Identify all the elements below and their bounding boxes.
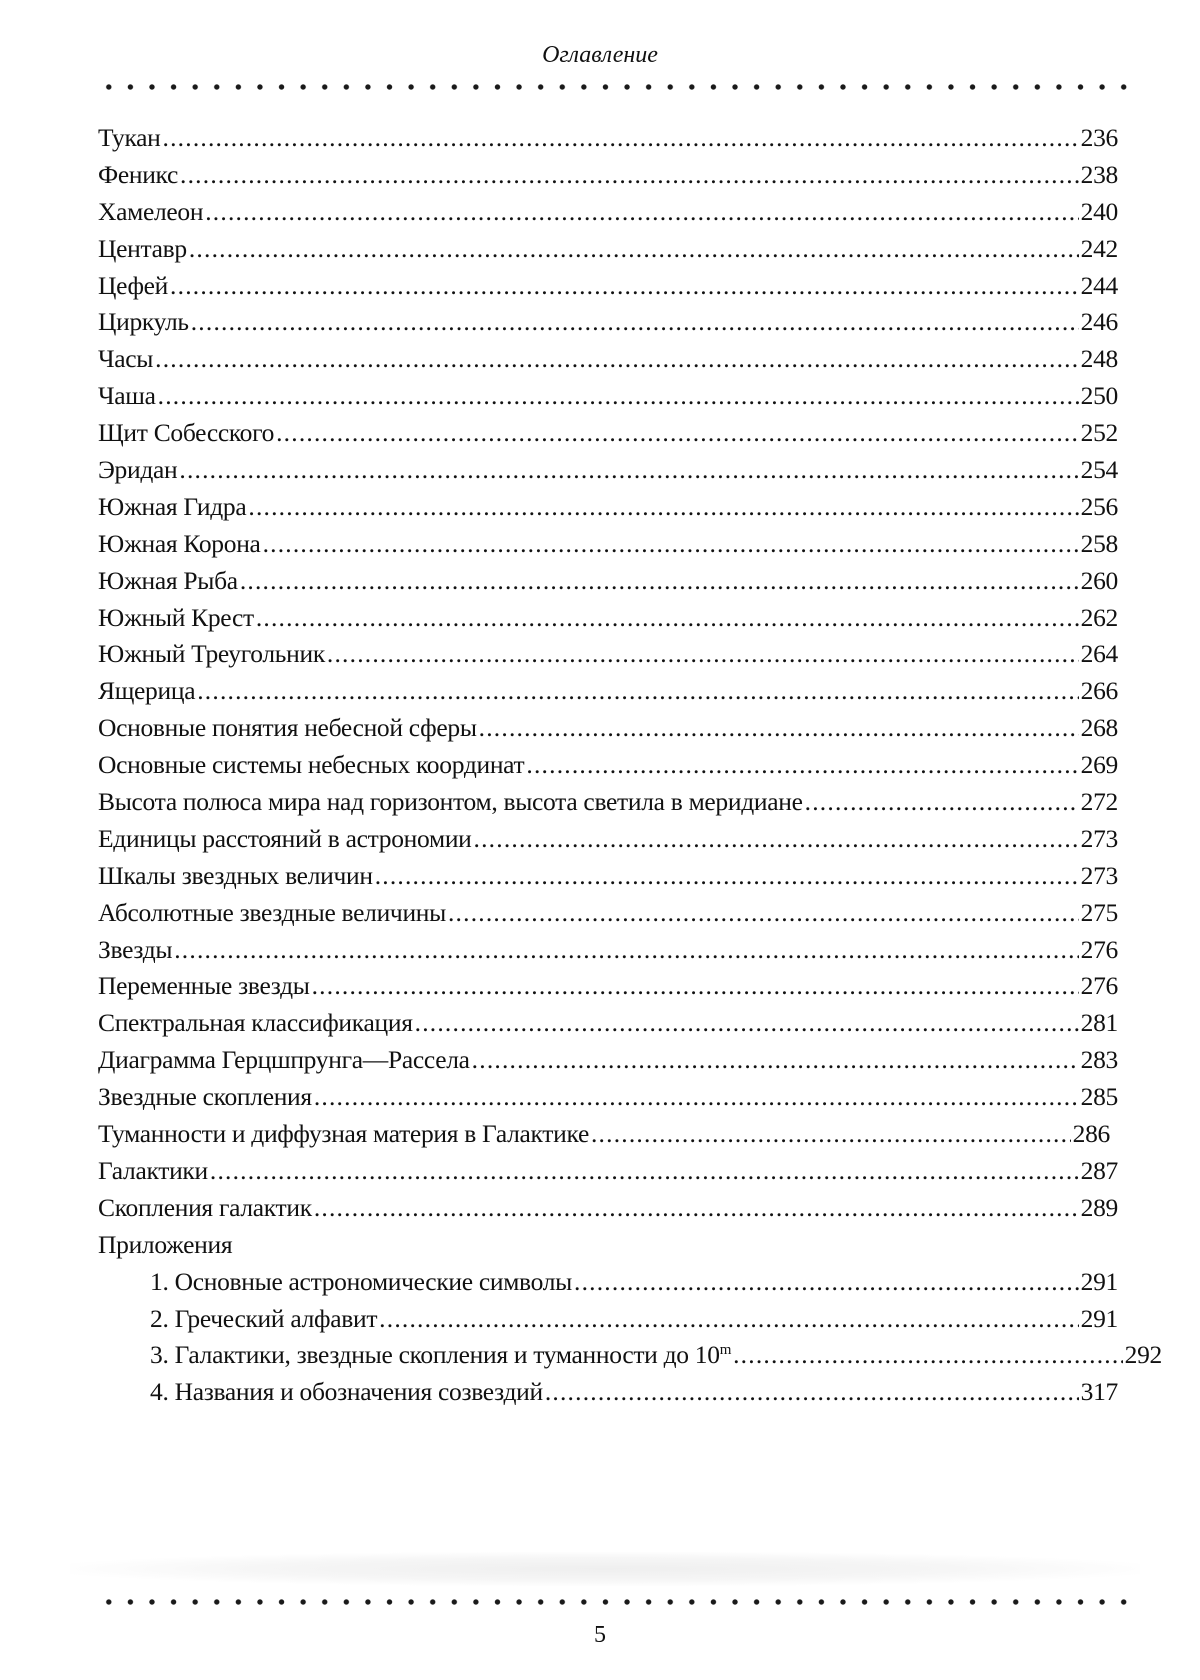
dot-leader xyxy=(526,747,1078,784)
dot-leader xyxy=(158,378,1079,415)
appendix-entry-page: 291 xyxy=(1080,1303,1118,1333)
entry-page: 262 xyxy=(1080,602,1118,632)
entry-title: Южный Крест xyxy=(98,602,254,632)
appendix-entry-page: 317 xyxy=(1080,1377,1118,1407)
entry-title: Цефей xyxy=(98,270,169,300)
entry-page: 276 xyxy=(1080,971,1118,1001)
entry-page: 260 xyxy=(1080,565,1118,595)
toc-entry xyxy=(98,784,1118,821)
dot-leader xyxy=(327,636,1079,673)
top-dotted-rule xyxy=(98,83,1133,91)
toc-entry xyxy=(98,932,1118,969)
appendix-entry xyxy=(98,1337,1162,1374)
entry-page: 273 xyxy=(1080,860,1118,890)
dot-leader xyxy=(191,304,1079,341)
toc-entry xyxy=(98,268,1118,305)
entry-page: 275 xyxy=(1080,897,1118,927)
entry-page: 246 xyxy=(1080,307,1118,337)
dot-leader xyxy=(180,157,1079,194)
appendix-entry xyxy=(98,1301,1118,1338)
entry-title: Феникс xyxy=(98,159,179,189)
dot-leader xyxy=(240,563,1079,600)
entry-title: Чаша xyxy=(98,381,156,411)
appendix-entry-title: 2. Греческий алфавит xyxy=(150,1303,378,1333)
entry-page: 254 xyxy=(1080,455,1118,485)
dot-leader xyxy=(415,1005,1079,1042)
entry-title: Звезды xyxy=(98,934,173,964)
appendix-entry-title: 1. Основные астрономические символы xyxy=(150,1266,572,1296)
entry-page: 286 xyxy=(1072,1119,1110,1149)
dot-leader xyxy=(155,341,1078,378)
toc-entry xyxy=(98,747,1118,784)
toc-entry xyxy=(98,526,1118,563)
table-of-contents xyxy=(98,120,1162,1411)
dot-leader xyxy=(379,1301,1078,1338)
dot-leader xyxy=(733,1337,1123,1374)
entry-page: 244 xyxy=(1080,270,1118,300)
entry-page: 236 xyxy=(1080,123,1118,152)
dot-leader xyxy=(263,526,1079,563)
toc-entry xyxy=(98,341,1118,378)
entry-title: Звездные скопления xyxy=(98,1082,312,1112)
entry-page: 250 xyxy=(1080,381,1118,411)
entry-title: Южная Корона xyxy=(98,528,261,558)
entry-title: Южная Рыба xyxy=(98,565,238,595)
dot-leader xyxy=(375,858,1079,895)
dot-leader xyxy=(314,1079,1079,1116)
entry-title: Щит Собесского xyxy=(98,418,275,448)
entry-page: 238 xyxy=(1080,159,1118,189)
page-number: 5 xyxy=(594,1622,606,1648)
entry-title: Южный Треугольник xyxy=(98,639,325,669)
dot-leader xyxy=(256,600,1079,637)
dot-leader xyxy=(312,968,1079,1005)
appendix-entry-page: 292 xyxy=(1124,1340,1162,1370)
dot-leader xyxy=(163,120,1079,157)
entry-page: 283 xyxy=(1080,1045,1118,1075)
entry-title: Ящерица xyxy=(98,676,196,706)
toc-entry xyxy=(98,120,1118,157)
entry-title: Хамелеон xyxy=(98,196,204,226)
entry-page: 252 xyxy=(1080,418,1118,448)
running-head: Оглавление xyxy=(542,42,658,68)
appendix-heading xyxy=(98,1227,1118,1264)
toc-entry xyxy=(98,636,1118,673)
appendix-heading-text: Приложения xyxy=(98,1229,233,1259)
footer-scan-band xyxy=(70,1552,1140,1586)
bottom-dotted-rule xyxy=(98,1598,1133,1606)
dot-leader xyxy=(197,673,1078,710)
entry-title: Скопления галактик xyxy=(98,1192,312,1222)
magnitude-superscript: m xyxy=(719,1342,732,1359)
entry-title: Часы xyxy=(98,344,154,374)
entry-title: Галактики xyxy=(98,1155,208,1185)
entry-page: 248 xyxy=(1080,344,1118,374)
toc-entry xyxy=(98,895,1118,932)
appendix-entry-title: 3. Галактики, звездные скопления и туманности до 10 xyxy=(150,1340,720,1370)
toc-entry xyxy=(98,710,1118,747)
entry-title: Спектральная классификация xyxy=(98,1008,413,1038)
appendix-entry xyxy=(98,1374,1118,1411)
entry-title: Туманности и диффузная материя в Галактике xyxy=(98,1119,589,1149)
entry-page: 276 xyxy=(1080,934,1118,964)
dot-leader xyxy=(545,1374,1079,1411)
entry-title: Диаграмма Герцшпрунга—Рассела xyxy=(98,1045,470,1075)
entry-title: Эридан xyxy=(98,455,178,485)
entry-title: Центавр xyxy=(98,233,187,263)
dot-leader xyxy=(189,231,1079,268)
toc-entry xyxy=(98,304,1118,341)
toc-entry xyxy=(98,673,1118,710)
entry-title: Высота полюса мира над горизонтом, высота светила в меридиане xyxy=(98,787,803,817)
toc-entry xyxy=(98,821,1118,858)
entry-page: 268 xyxy=(1080,713,1118,743)
appendix-entry-page: 291 xyxy=(1080,1266,1118,1296)
toc-entry xyxy=(98,231,1118,268)
entry-page: 256 xyxy=(1080,491,1118,521)
entry-page: 287 xyxy=(1080,1155,1118,1185)
entry-title: Основные понятия небесной сферы xyxy=(98,713,477,743)
dot-leader xyxy=(170,268,1079,305)
toc-entry xyxy=(98,1042,1118,1079)
toc-entry xyxy=(98,1079,1118,1116)
toc-entry xyxy=(98,1005,1118,1042)
dot-leader xyxy=(805,784,1079,821)
entry-title: Основные системы небесных координат xyxy=(98,750,525,780)
dot-leader xyxy=(248,489,1078,526)
entry-page: 242 xyxy=(1080,233,1118,263)
entry-title: Тукан xyxy=(98,123,161,152)
dot-leader xyxy=(448,895,1079,932)
entry-page: 258 xyxy=(1080,528,1118,558)
dot-leader xyxy=(474,821,1079,858)
entry-page: 264 xyxy=(1080,639,1118,669)
appendix-entry-title-wrap xyxy=(150,1337,731,1374)
toc-entry xyxy=(98,600,1118,637)
dot-leader xyxy=(276,415,1079,452)
entry-title: Переменные звезды xyxy=(98,971,310,1001)
dot-leader xyxy=(174,932,1078,969)
dot-leader xyxy=(574,1264,1079,1301)
toc-entry xyxy=(98,415,1118,452)
dot-leader xyxy=(205,194,1078,231)
entry-page: 289 xyxy=(1080,1192,1118,1222)
entry-page: 272 xyxy=(1080,787,1118,817)
toc-entry xyxy=(98,1153,1118,1190)
toc-entry xyxy=(98,452,1118,489)
entry-title: Южная Гидра xyxy=(98,491,247,521)
entry-page: 273 xyxy=(1080,823,1118,853)
toc-entry xyxy=(98,968,1118,1005)
entry-page: 240 xyxy=(1080,196,1118,226)
toc-entry xyxy=(98,489,1118,526)
appendix-entry-title: 4. Названия и обозначения созвездий xyxy=(150,1377,543,1407)
toc-entry xyxy=(98,157,1118,194)
dot-leader xyxy=(179,452,1078,489)
toc-entry xyxy=(98,1116,1110,1153)
entry-title: Абсолютные звездные величины xyxy=(98,897,446,927)
entry-title: Единицы расстояний в астрономии xyxy=(98,823,472,853)
dot-leader xyxy=(210,1153,1079,1190)
entry-page: 266 xyxy=(1080,676,1118,706)
entry-title: Шкалы звездных величин xyxy=(98,860,373,890)
toc-entry xyxy=(98,1190,1118,1227)
entry-page: 269 xyxy=(1080,750,1118,780)
dot-leader xyxy=(591,1116,1071,1153)
toc-entry xyxy=(98,378,1118,415)
toc-entry xyxy=(98,194,1118,231)
dot-leader xyxy=(479,710,1079,747)
entry-page: 281 xyxy=(1080,1008,1118,1038)
entry-title: Циркуль xyxy=(98,307,189,337)
dot-leader xyxy=(472,1042,1079,1079)
dot-leader xyxy=(314,1190,1079,1227)
entry-page: 285 xyxy=(1080,1082,1118,1112)
appendix-entry xyxy=(98,1264,1118,1301)
toc-entry xyxy=(98,858,1118,895)
toc-entry xyxy=(98,563,1118,600)
